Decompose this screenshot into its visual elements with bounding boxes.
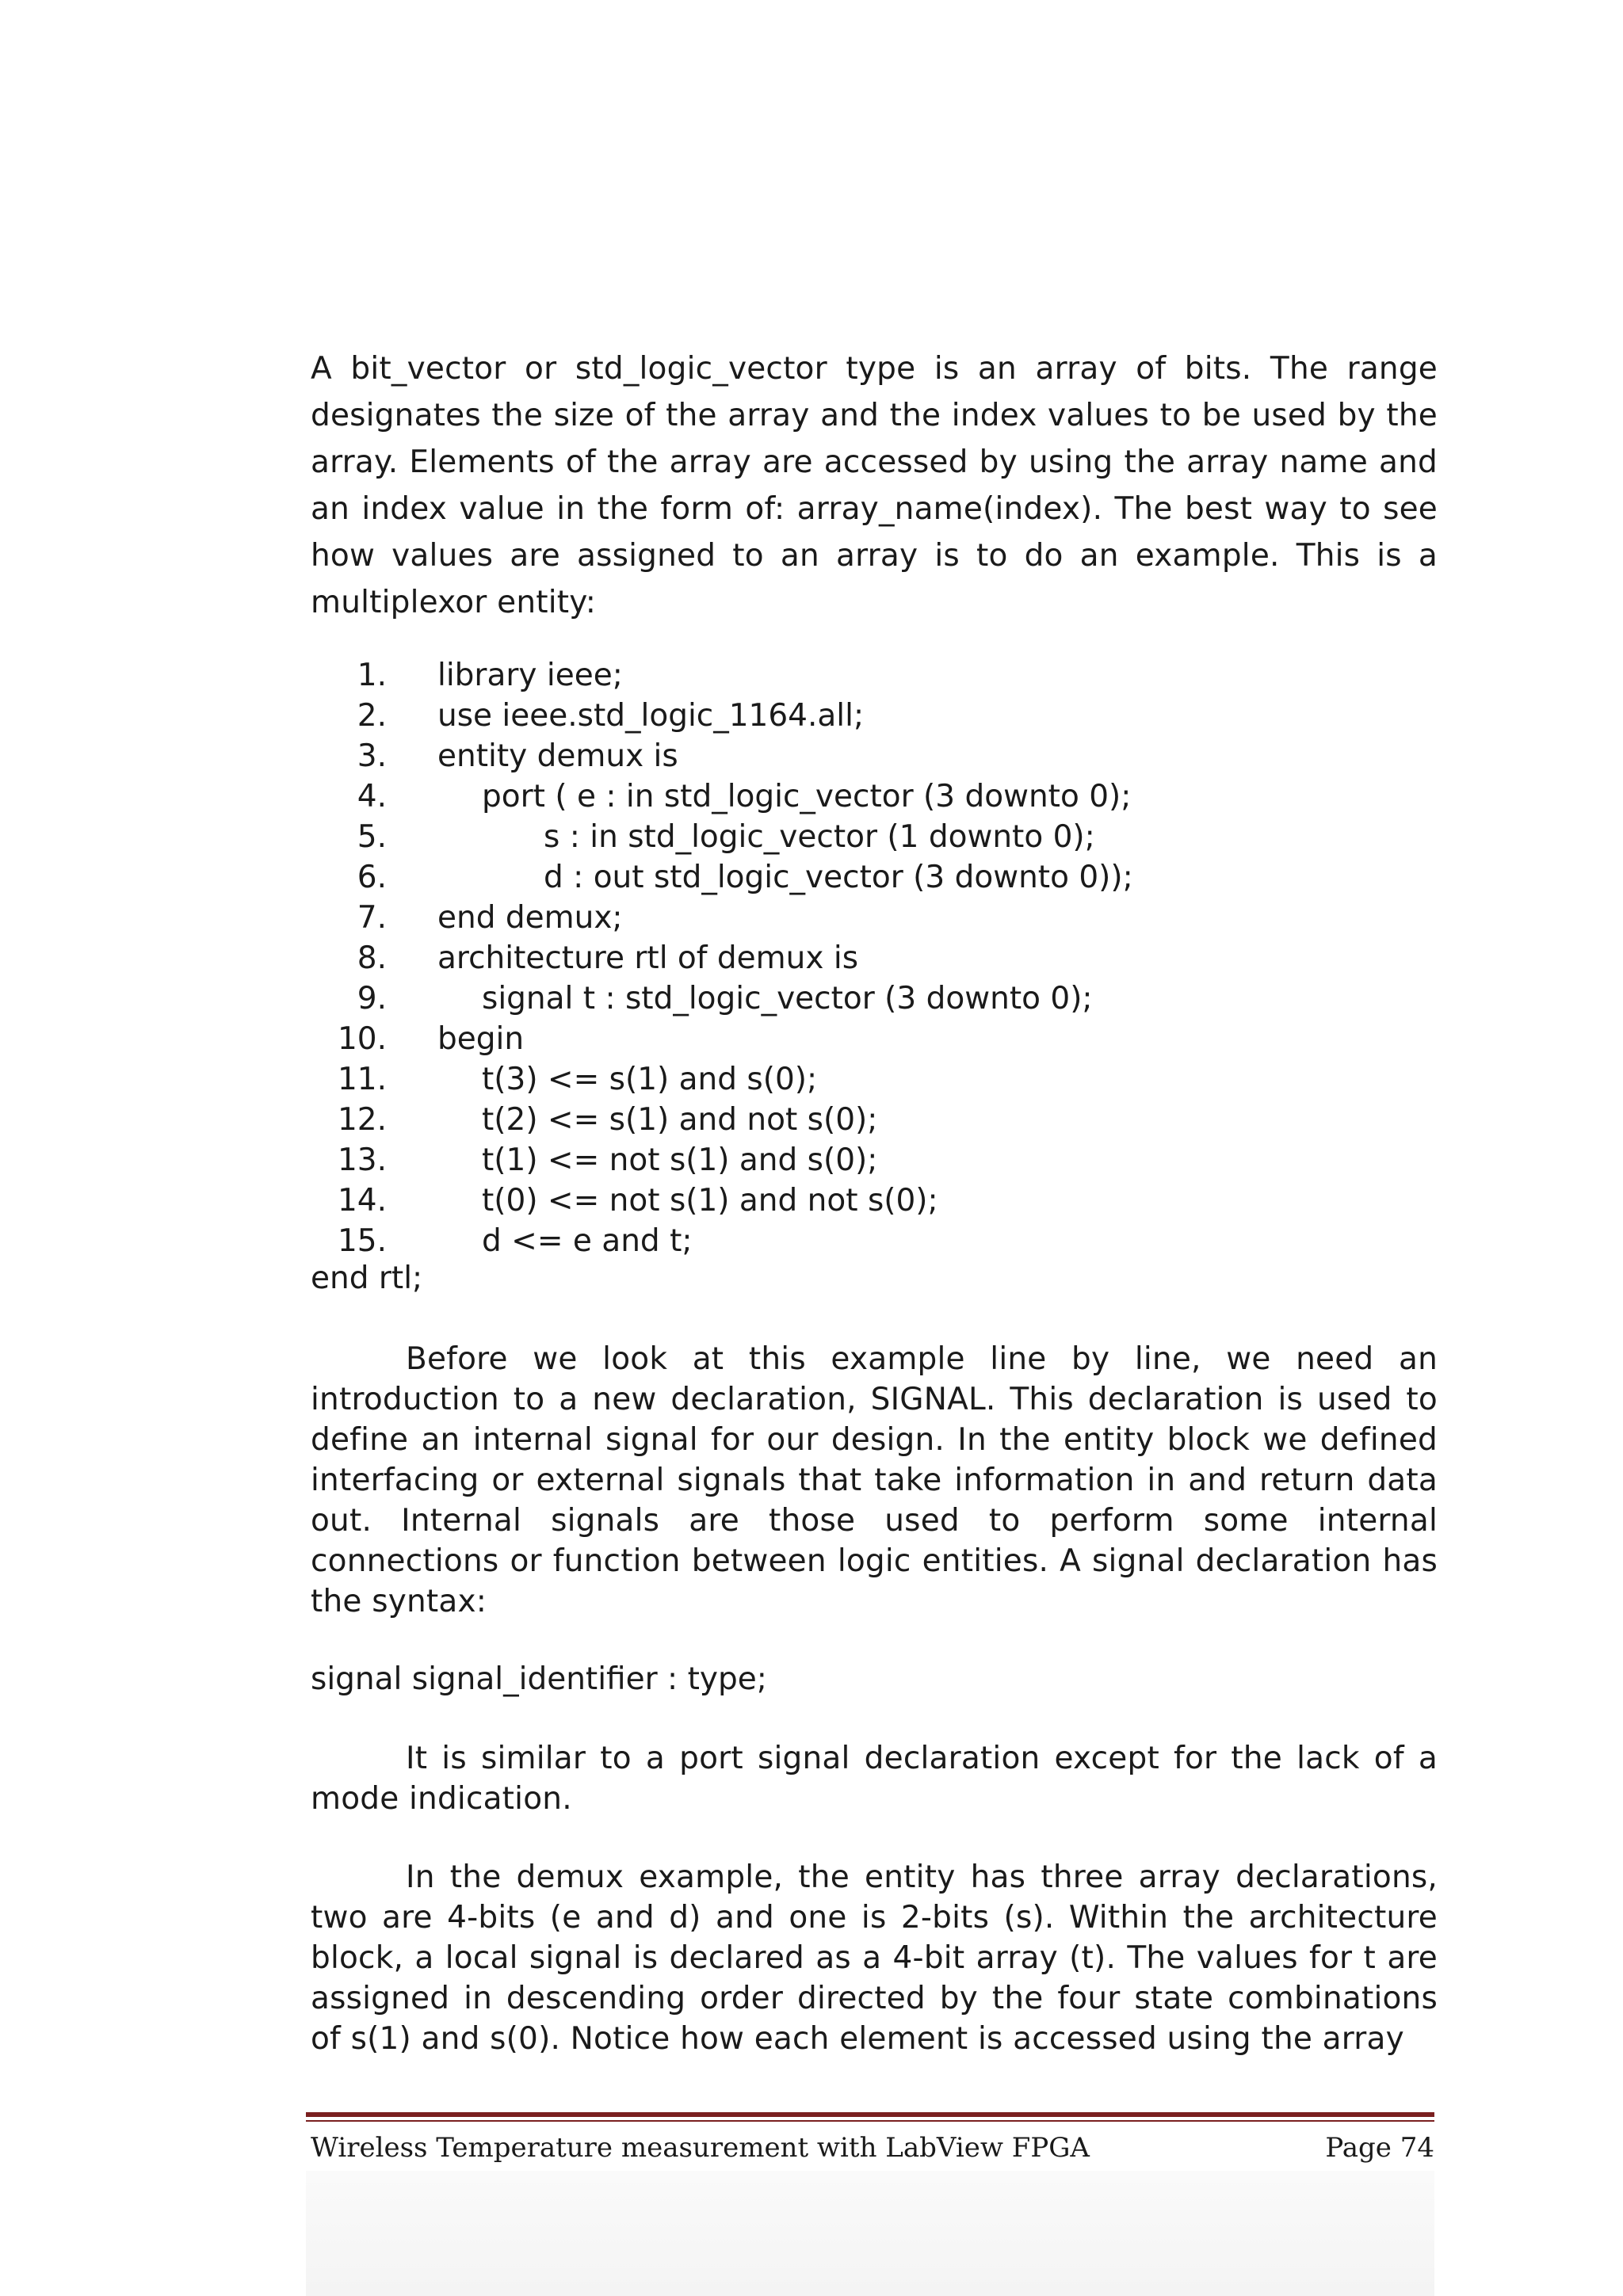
line-number: 3. xyxy=(357,738,387,774)
code-text: architecture rtl of demux is xyxy=(437,940,859,976)
footer-title: Wireless Temperature measurement with LabView FPGA xyxy=(311,2132,1090,2164)
code-text: t(1) <= not s(1) and s(0); xyxy=(482,1142,878,1178)
code-text: signal t : std_logic_vector (3 downto 0); xyxy=(482,981,1093,1016)
similar-paragraph: It is similar to a port signal declaration except for the lack of a mode indication. xyxy=(311,1741,1438,1817)
page-number: Page 74 xyxy=(1325,2132,1434,2164)
code-line xyxy=(311,696,1438,736)
code-line xyxy=(311,776,1438,817)
code-text: d : out std_logic_vector (3 downto 0)); xyxy=(544,860,1133,895)
code-text: begin xyxy=(437,1021,525,1057)
line-number: 10. xyxy=(337,1021,387,1057)
line-number: 4. xyxy=(357,779,387,814)
line-number: 5. xyxy=(357,819,387,855)
syntax-line: signal signal_identifier : type; xyxy=(311,1661,767,1697)
code-line xyxy=(311,655,1438,696)
code-text: d <= e and t; xyxy=(482,1223,693,1259)
code-text: t(0) <= not s(1) and not s(0); xyxy=(482,1183,938,1219)
code-line xyxy=(311,1221,1438,1261)
line-number: 1. xyxy=(357,658,387,693)
code-line xyxy=(311,1059,1438,1100)
line-number: 6. xyxy=(357,860,387,895)
line-number: 8. xyxy=(357,940,387,976)
line-number: 7. xyxy=(357,900,387,936)
code-text: end demux; xyxy=(437,900,623,936)
code-line xyxy=(311,1019,1438,1059)
line-number: 2. xyxy=(357,698,387,734)
code-line xyxy=(311,817,1438,857)
code-line xyxy=(311,1100,1438,1140)
code-line xyxy=(311,898,1438,938)
footer-shade xyxy=(306,2171,1434,2296)
line-number: 12. xyxy=(337,1102,387,1138)
footer-rule-thin xyxy=(306,2120,1434,2122)
line-number: 15. xyxy=(337,1223,387,1259)
code-end-line: end rtl; xyxy=(311,1261,423,1296)
intro-paragraph: A bit_vector or std_logic_vector type is an array of bits. The range designates the size of the array and the index values to be used by the array. Elements of the array are accessed by using the array name and an index value in the form of: array_name(index). The best way to see how values are assigned to an array is to do an example. This is a multiplexor entity: xyxy=(311,351,1438,620)
code-line xyxy=(311,736,1438,776)
code-text: port ( e : in std_logic_vector (3 downto 0); xyxy=(482,779,1132,814)
code-line xyxy=(311,978,1438,1019)
footer-rule-thick xyxy=(306,2112,1434,2117)
code-line xyxy=(311,1180,1438,1221)
page-footer xyxy=(311,2130,1434,2166)
code-text: t(3) <= s(1) and s(0); xyxy=(482,1062,818,1097)
code-text: entity demux is xyxy=(437,738,678,774)
demux-explain-paragraph: In the demux example, the entity has three array declarations, two are 4-bits (e and d) and one is 2-bits (s). Within the architecture block, a local signal is declared as a 4-bit array (t). The values for t are assigned in descending order directed by the four state combinations of s(1) and s(0). Notice how each element is accessed using the array xyxy=(311,1859,1438,2057)
code-line xyxy=(311,857,1438,898)
line-number: 13. xyxy=(337,1142,387,1178)
code-text: t(2) <= s(1) and not s(0); xyxy=(482,1102,878,1138)
line-number: 9. xyxy=(357,981,387,1016)
signal-intro-paragraph: Before we look at this example line by line, we need an introduction to a new declaration, SIGNAL. This declaration is used to define an internal signal for our design. In the entity block we defined interfacing or external signals that take information in and return data out. Internal signals are those used to perform some internal connections or function between logic entities. A signal declaration has the syntax: xyxy=(311,1341,1438,1619)
code-text: library ieee; xyxy=(437,658,623,693)
code-text: s : in std_logic_vector (1 downto 0); xyxy=(544,819,1095,855)
code-listing xyxy=(311,655,1438,1261)
code-line xyxy=(311,1140,1438,1180)
line-number: 14. xyxy=(337,1183,387,1219)
code-line xyxy=(311,938,1438,978)
line-number: 11. xyxy=(337,1062,387,1097)
code-text: use ieee.std_logic_1164.all; xyxy=(437,698,865,734)
